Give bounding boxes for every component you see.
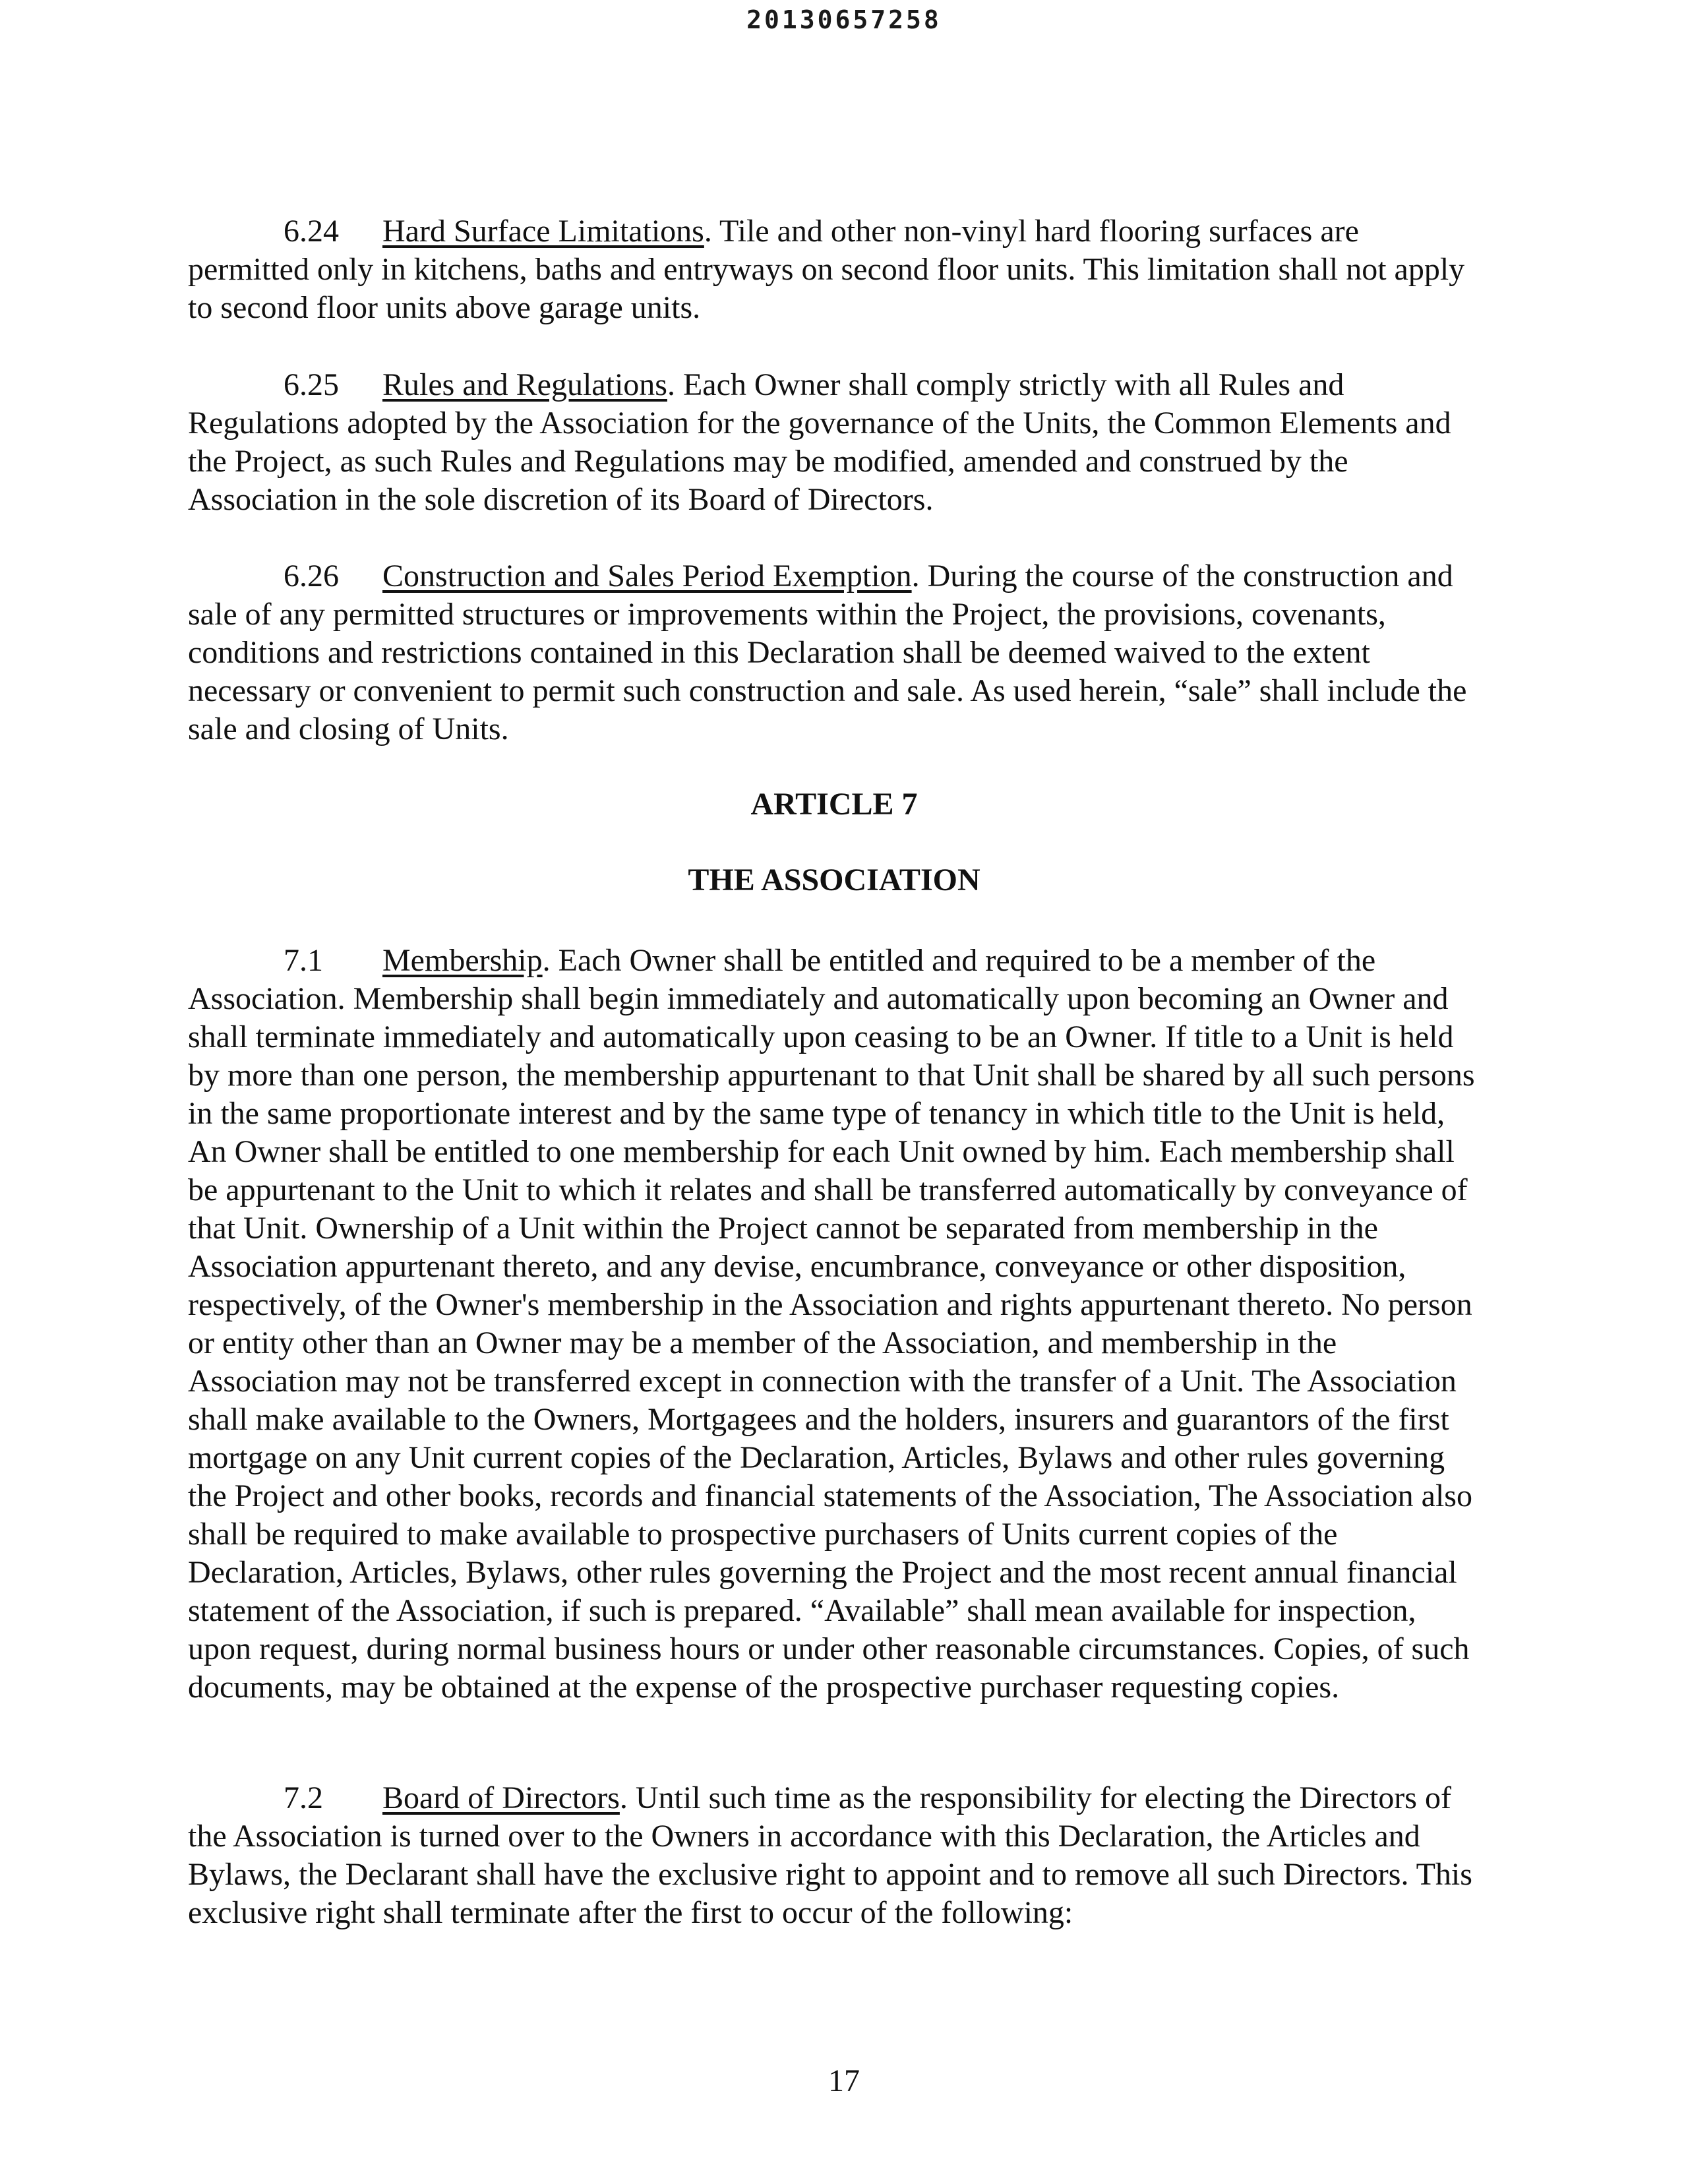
section-7-1 — [188, 942, 1480, 1707]
section-number: 6.25 — [284, 367, 339, 402]
section-paragraph — [188, 942, 1480, 1707]
document-number: 20130657258 — [746, 5, 942, 34]
section-text: . Each Owner shall comply strictly with all Rules and Regulations adopted by the Association for the governance of the Units, the Common Elements and the Project, as such Rules and Regulations may be modified, amended and construed by the Association in the sole discretion of its Board of Directors. — [188, 367, 1451, 517]
section-7-2 — [188, 1779, 1480, 1932]
section-6-24 — [188, 212, 1480, 327]
section-number: 6.24 — [284, 214, 339, 249]
section-number: 6.26 — [284, 559, 339, 593]
section-text: . Until such time as the responsibility for electing the Directors of the Association is turned over to the Owners in accordance with this Declaration, the Articles and Bylaws, the Declarant shall have the exclusive right to appoint and to remove all such Directors. This exclusive right shall terminate after the first to occur of the following: — [188, 1780, 1472, 1930]
section-paragraph — [188, 366, 1480, 519]
page-number: 17 — [828, 2063, 860, 2098]
section-paragraph — [188, 1779, 1480, 1932]
section-number: 7.1 — [284, 943, 323, 978]
section-paragraph — [188, 557, 1480, 748]
section-title: Board of Directors — [382, 1780, 620, 1815]
section-6-25 — [188, 366, 1480, 519]
article-title-heading: THE ASSOCIATION — [688, 863, 980, 897]
article-number-heading: ARTICLE 7 — [750, 787, 918, 822]
section-title: Construction and Sales Period Exemption — [382, 559, 912, 593]
section-paragraph — [188, 212, 1480, 327]
section-6-26 — [188, 557, 1480, 748]
section-title: Hard Surface Limitations — [382, 214, 704, 249]
section-number: 7.2 — [284, 1780, 323, 1815]
section-text: . Each Owner shall be entitled and required to be a member of the Association. Membership shall begin immediately and automatically upon becoming an Owner and shall terminate immediately and automatically upon ceasing to be an Owner. If title to a Unit is held by more than one person, the membership appurtenant to that Unit shall be shared by all such persons in the same proportionate interest and by the same type of tenancy in which title to the Unit is held, An Owner shall be entitled to one membership for each Unit owned by him. Each membership shall be appurtenant to the Unit to which it relates and shall be transferred automatically by conveyance of that Unit. Ownership of a Unit within the Project cannot be separated from membership in the Association appurtenant thereto, and any devise, encumbrance, conveyance or other disposition, respectively, of the Owner's membership in the Association and rights appurtenant thereto. No person or entity other than an Owner may be a member of the Association, and membership in the Association may not be transferred except in connection with the transfer of a Unit. The Association shall make available to the Owners, Mortgagees and the holders, insurers and guarantors of the first mortgage on any Unit current copies of the Declaration, Articles, Bylaws and other rules governing the Project and other books, records and financial statements of the Association, The Association also shall be required to make available to prospective purchasers of Units current copies of the Declaration, Articles, Bylaws, other rules governing the Project and the most recent annual financial statement of the Association, if such is prepared. “Available” shall mean available for inspection, upon request, during normal business hours or under other reasonable circumstances. Copies, of such documents, may be obtained at the expense of the prospective purchaser requesting copies. — [188, 943, 1475, 1705]
section-title: Rules and Regulations — [382, 367, 667, 402]
section-text: . During the course of the construction and sale of any permitted structures or improvements within the Project, the provisions, covenants, conditions and restrictions contained in this Declaration shall be deemed waived to the extent necessary or convenient to permit such construction and sale. As used herein, “sale” shall include the sale and closing of Units. — [188, 559, 1467, 746]
section-title: Membership — [382, 943, 543, 978]
section-text: . Tile and other non-vinyl hard flooring surfaces are permitted only in kitchens, baths and entryways on second floor units. This limitation shall not apply to second floor units above garage units. — [188, 214, 1465, 325]
